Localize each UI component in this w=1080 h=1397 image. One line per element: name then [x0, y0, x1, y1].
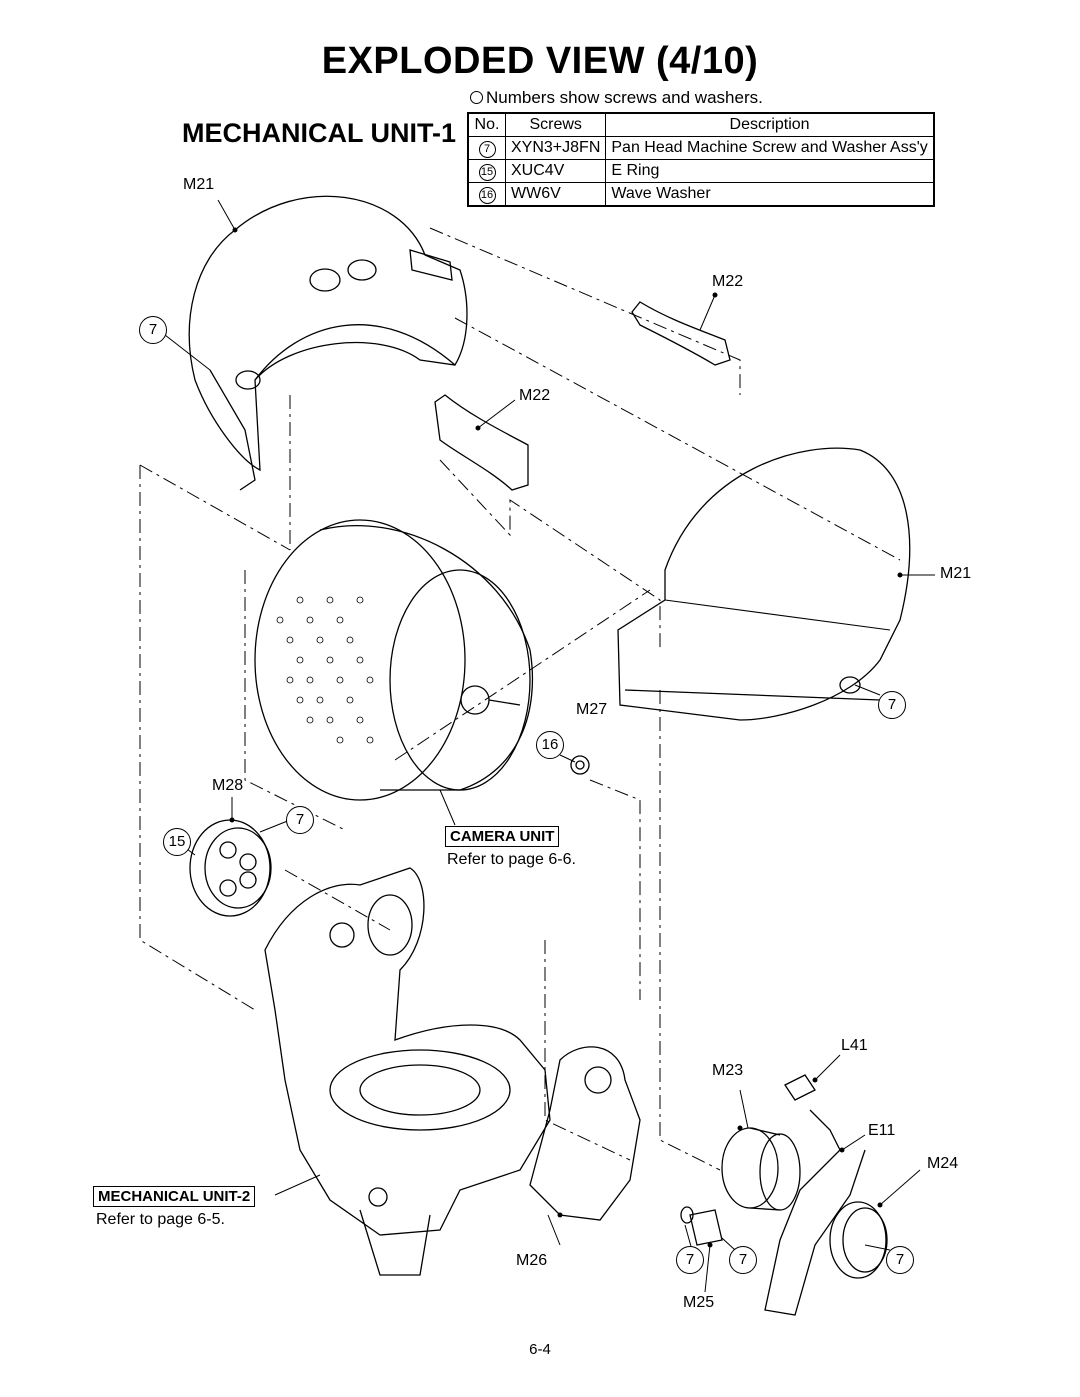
housing-m21-top	[189, 196, 467, 490]
part-label-m21-top: M21	[183, 176, 215, 193]
assembly-guide-lines	[140, 228, 900, 1170]
table-row	[468, 160, 934, 183]
part-label-m22-mid: M22	[519, 387, 551, 404]
callout-screw-7: 7	[139, 316, 167, 344]
clip-m22-mid	[435, 395, 528, 490]
table-row	[468, 137, 934, 160]
page-title: EXPLODED VIEW (4/10)	[321, 40, 759, 82]
screw-table-header	[468, 113, 934, 137]
part-label-l41: L41	[841, 1037, 868, 1054]
wave-washer-16	[571, 756, 589, 774]
callout-screw-7: 7	[729, 1246, 757, 1274]
bracket-m26	[530, 1047, 640, 1245]
part-label-m28: M28	[212, 777, 244, 794]
screw-code: XUC4V	[506, 160, 606, 183]
part-label-m21-right: M21	[940, 565, 972, 582]
mechanical-unit-2	[265, 868, 550, 1275]
part-label-m27: M27	[576, 701, 608, 718]
screw-description: Pan Head Machine Screw and Washer Ass'y	[606, 137, 934, 160]
screw-code: XYN3+J8FN	[506, 137, 606, 160]
screw-number: 7	[479, 141, 496, 158]
part-label-m24: M24	[927, 1155, 959, 1172]
clip-m22-top	[632, 295, 730, 365]
screw-note-text: Numbers show screws and washers.	[486, 88, 763, 107]
screw-description: E Ring	[606, 160, 934, 183]
page-number: 6-4	[529, 1341, 551, 1358]
screw-number: 15	[479, 164, 496, 181]
mechanical-unit-2-label: MECHANICAL UNIT-2	[93, 1186, 255, 1207]
ring-m23	[722, 1090, 800, 1210]
camera-unit	[255, 520, 532, 825]
flex-cable-e11	[765, 1110, 865, 1315]
camera-unit-reference: Refer to page 6-6.	[447, 851, 576, 868]
callout-screw-7: 7	[286, 806, 314, 834]
screw-code: WW6V	[506, 183, 606, 207]
screw-number: 16	[479, 187, 496, 204]
screw-table	[467, 112, 935, 207]
part-label-m23: M23	[712, 1062, 744, 1079]
part-label-m22-top: M22	[712, 273, 744, 290]
mechanical-unit-2-reference: Refer to page 6-5.	[96, 1211, 225, 1228]
screw-description: Wave Washer	[606, 183, 934, 207]
section-title: MECHANICAL UNIT-1	[182, 118, 457, 148]
part-label-e11: E11	[868, 1122, 896, 1139]
table-row	[468, 183, 934, 207]
housing-m21-right	[618, 448, 935, 720]
camera-unit-label: CAMERA UNIT	[445, 826, 559, 847]
col-header-screws: Screws	[506, 113, 606, 137]
callout-washer-16: 16	[536, 731, 564, 759]
col-header-no: No.	[468, 113, 506, 137]
callout-ering-15: 15	[163, 828, 191, 856]
part-label-m26: M26	[516, 1252, 548, 1269]
part-l41	[785, 1055, 840, 1100]
callout-screw-7: 7	[676, 1246, 704, 1274]
part-label-m25: M25	[683, 1294, 715, 1311]
circle-marker-icon	[470, 91, 483, 104]
col-header-description: Description	[606, 113, 934, 137]
screw-note	[470, 88, 763, 108]
callout-screw-7: 7	[886, 1246, 914, 1274]
part-m28	[190, 820, 271, 916]
callout-screw-7: 7	[878, 691, 906, 719]
